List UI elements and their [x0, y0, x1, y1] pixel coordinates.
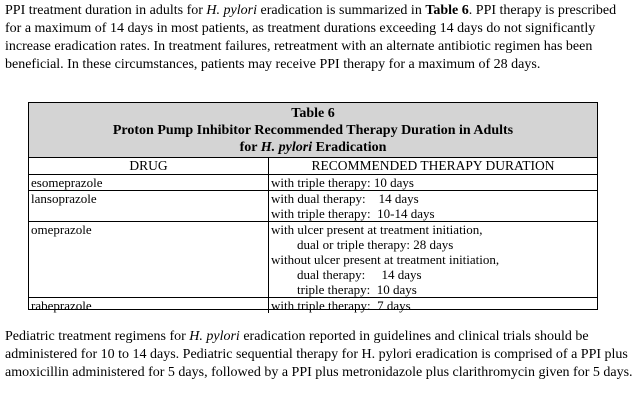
- duration-line: with triple therapy: 7 days: [271, 298, 411, 313]
- duration-line: with triple therapy: 10-14 days: [271, 206, 435, 221]
- table-header-row: [29, 158, 597, 175]
- intro-paragraph: [5, 2, 635, 74]
- duration-line: without ulcer present at treatment initiation,: [271, 252, 500, 267]
- therapy-duration-table: [28, 102, 598, 313]
- table-title-main: Proton Pump Inhibitor Recommended Therapy Duration in Adults: [112, 123, 514, 138]
- duration-cell: [269, 222, 597, 297]
- drug-name: omeprazole: [29, 222, 269, 297]
- drug-name: esomeprazole: [29, 175, 269, 190]
- duration-line: with triple therapy: 10 days: [271, 175, 414, 190]
- table-row: [29, 222, 597, 298]
- table-row: [29, 175, 597, 191]
- pediatric-paragraph: [5, 328, 635, 382]
- table-caption: [29, 103, 597, 158]
- intro-text-a: PPI treatment duration in adults for: [5, 3, 207, 18]
- header-duration: RECOMMENDED THERAPY DURATION: [311, 158, 555, 173]
- intro-table-ref: Table 6: [425, 3, 469, 18]
- intro-text-b: eradication is summarized in: [256, 3, 426, 18]
- table-row: [29, 298, 597, 313]
- pediatric-text-a: Pediatric treatment regimens for: [5, 329, 190, 344]
- duration-line: dual therapy: 14 days: [297, 267, 422, 282]
- header-drug: DRUG: [29, 158, 269, 174]
- duration-line: with ulcer present at treatment initiation,: [271, 222, 483, 237]
- duration-line: dual or triple therapy: 28 days: [297, 237, 454, 252]
- table-title-number: Table 6: [291, 106, 335, 121]
- duration-cell: [269, 298, 597, 313]
- intro-text-c: . PPI therapy is prescribed for a maximum of 14 days in most patients, as treatment durations exceeding 14 days do not significantly increase eradication rates. In treatment failures, retreatment with an alternate antibiotic regimen has been beneficial. In these circumstances, patients may receive PPI therapy for a maximum of 28 days.: [5, 3, 617, 72]
- duration-cell: [269, 175, 597, 190]
- table-title-sub: for H. pylori Eradication: [239, 140, 387, 155]
- intro-hpylori: H. pylori: [206, 3, 257, 18]
- drug-name: rabeprazole: [29, 298, 269, 313]
- drug-name: lansoprazole: [29, 191, 269, 221]
- duration-line: triple therapy: 10 days: [297, 282, 417, 297]
- table-row: [29, 191, 597, 222]
- duration-cell: [269, 191, 597, 221]
- duration-line: with dual therapy: 14 days: [271, 191, 419, 206]
- pediatric-text-b: eradication reported in guidelines and clinical trials should be administered for 10 to 14 days. Pediatric sequential therapy for H. pylori eradication is comprised of a PPI plus amoxicillin administered for 5 days, followed by a PPI plus metronidazole plus clarithromycin given for 5 days.: [5, 329, 633, 380]
- pediatric-hpylori: H. pylori: [189, 329, 240, 344]
